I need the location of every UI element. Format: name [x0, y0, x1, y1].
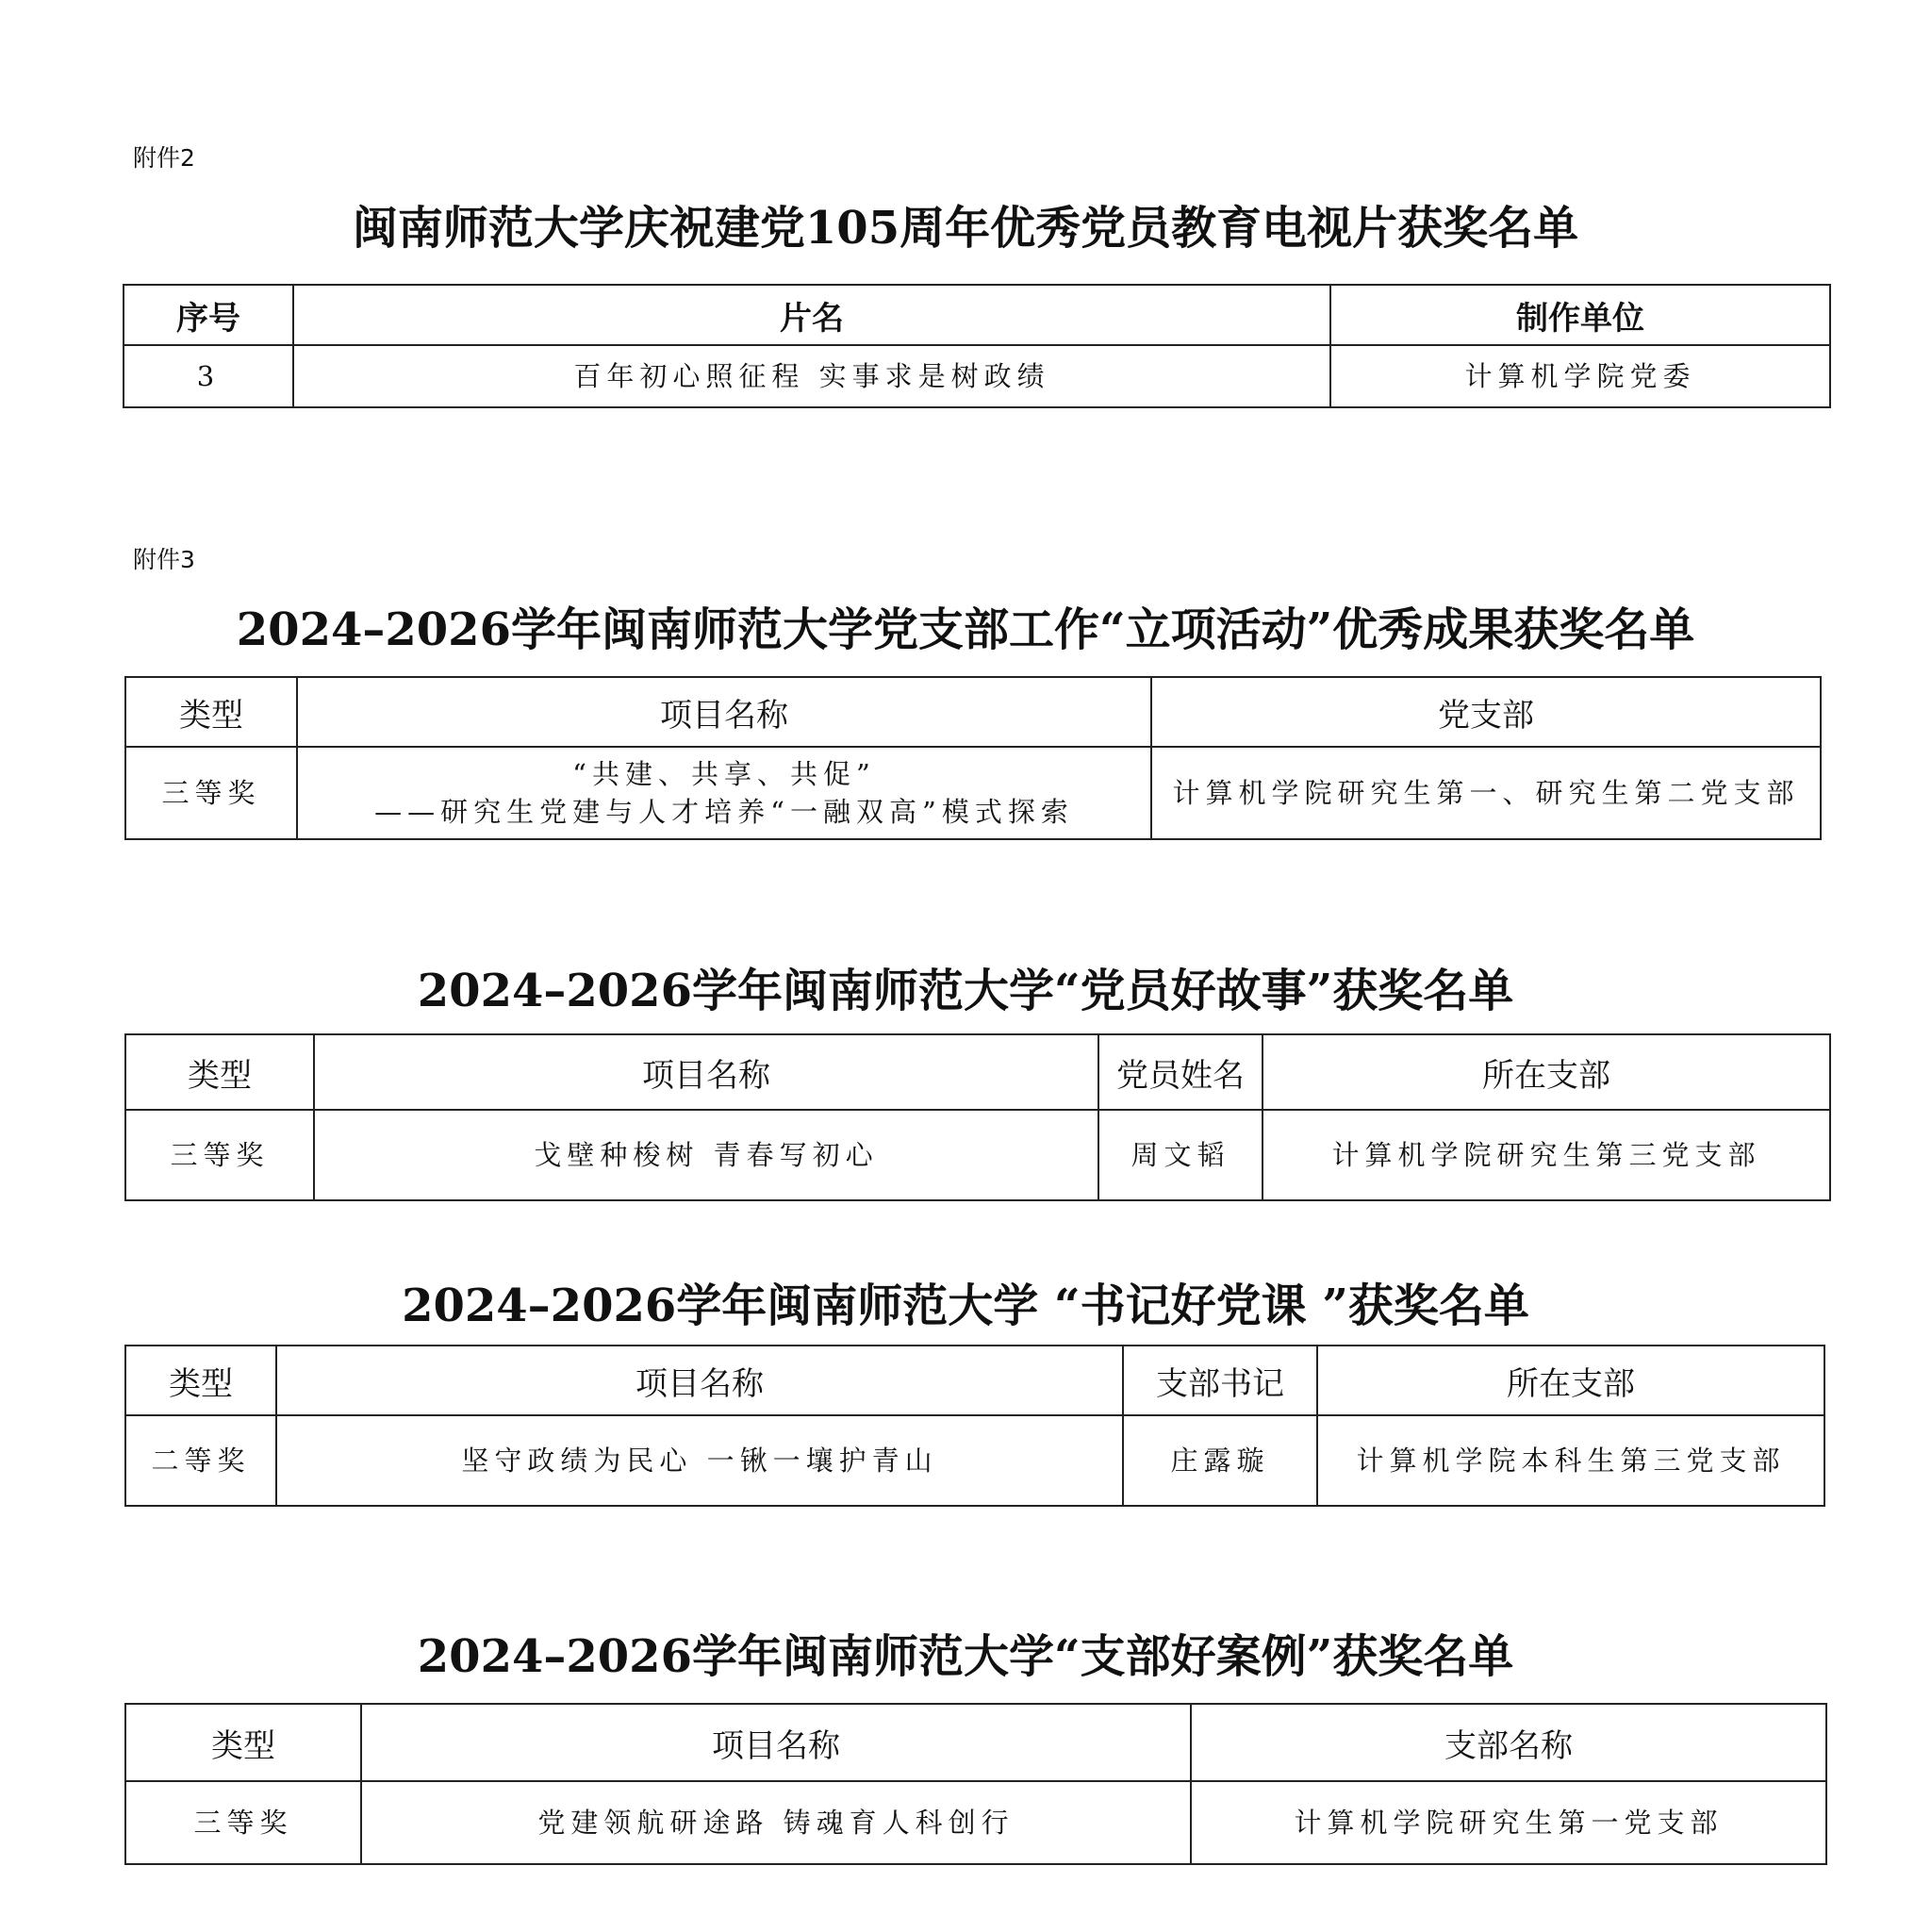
table-cell: 计算机学院研究生第一党支部: [1191, 1781, 1826, 1864]
column-header: 项目名称: [361, 1704, 1191, 1781]
award-table-lecture: [124, 1345, 1825, 1507]
table-cell: 党建领航研途路 铸魂育人科创行: [361, 1781, 1191, 1864]
column-header: 类型: [125, 1034, 314, 1110]
table-row: [125, 747, 1821, 839]
award-table-project: [124, 676, 1822, 840]
project-name-line: ——研究生党建与人才培养“一融双高”模式探索: [374, 796, 1074, 828]
award-table-tv: [123, 284, 1831, 408]
award-table-story: [124, 1033, 1831, 1201]
table-row: [124, 345, 1830, 407]
column-header: 类型: [125, 677, 297, 747]
section-title: 2024–2026学年闽南师范大学“支部好案例”获奖名单: [417, 1630, 1514, 1683]
column-header: 所在支部: [1317, 1346, 1824, 1415]
table-header-row: [124, 285, 1830, 345]
table-cell: 3: [124, 345, 293, 407]
column-header: 类型: [125, 1704, 361, 1781]
table-header-row: [125, 677, 1821, 747]
table-cell: 计算机学院本科生第三党支部: [1317, 1415, 1824, 1506]
table-cell: 计算机学院研究生第三党支部: [1263, 1110, 1830, 1200]
table-cell: 计算机学院研究生第一、研究生第二党支部: [1151, 747, 1821, 839]
column-header: 项目名称: [314, 1034, 1098, 1110]
column-header: 制作单位: [1330, 285, 1830, 345]
column-header: 所在支部: [1263, 1034, 1830, 1110]
table-cell: 戈壁种梭树 青春写初心: [314, 1110, 1098, 1200]
table-cell: 三等奖: [125, 1781, 361, 1864]
page-title: 闽南师范大学庆祝建党105周年优秀党员教育电视片获奖名单: [352, 202, 1579, 255]
section-title: 2024–2026学年闽南师范大学“党员好故事”获奖名单: [417, 965, 1514, 1017]
table-header-row: [125, 1034, 1830, 1110]
table-cell: [297, 747, 1151, 839]
table-row: [125, 1781, 1826, 1864]
attachment-label: 附件3: [133, 546, 195, 573]
table-header-row: [125, 1704, 1826, 1781]
column-header: 党支部: [1151, 677, 1821, 747]
award-table-case: [124, 1703, 1827, 1865]
section-title: 2024–2026学年闽南师范大学党支部工作“立项活动”优秀成果获奖名单: [236, 603, 1695, 656]
section-title: 2024–2026学年闽南师范大学 “书记好党课 ”获奖名单: [402, 1280, 1529, 1332]
table-cell: 三等奖: [125, 1110, 314, 1200]
table-row: [125, 1415, 1824, 1506]
table-cell: 周文韬: [1098, 1110, 1263, 1200]
column-header: 支部书记: [1123, 1346, 1317, 1415]
table-cell: 坚守政绩为民心 一锹一壤护青山: [276, 1415, 1123, 1506]
column-header: 序号: [124, 285, 293, 345]
column-header: 项目名称: [297, 677, 1151, 747]
table-row: [125, 1110, 1830, 1200]
column-header: 片名: [293, 285, 1330, 345]
column-header: 项目名称: [276, 1346, 1123, 1415]
attachment-label: 附件2: [133, 144, 195, 172]
table-cell: 庄露璇: [1123, 1415, 1317, 1506]
table-cell: 计算机学院党委: [1330, 345, 1830, 407]
project-name-line: “共建、共享、共促”: [572, 758, 876, 790]
column-header: 类型: [125, 1346, 276, 1415]
table-cell: 三等奖: [125, 747, 297, 839]
column-header: 党员姓名: [1098, 1034, 1263, 1110]
table-cell: 二等奖: [125, 1415, 276, 1506]
table-cell: 百年初心照征程 实事求是树政绩: [293, 345, 1330, 407]
column-header: 支部名称: [1191, 1704, 1826, 1781]
table-header-row: [125, 1346, 1824, 1415]
